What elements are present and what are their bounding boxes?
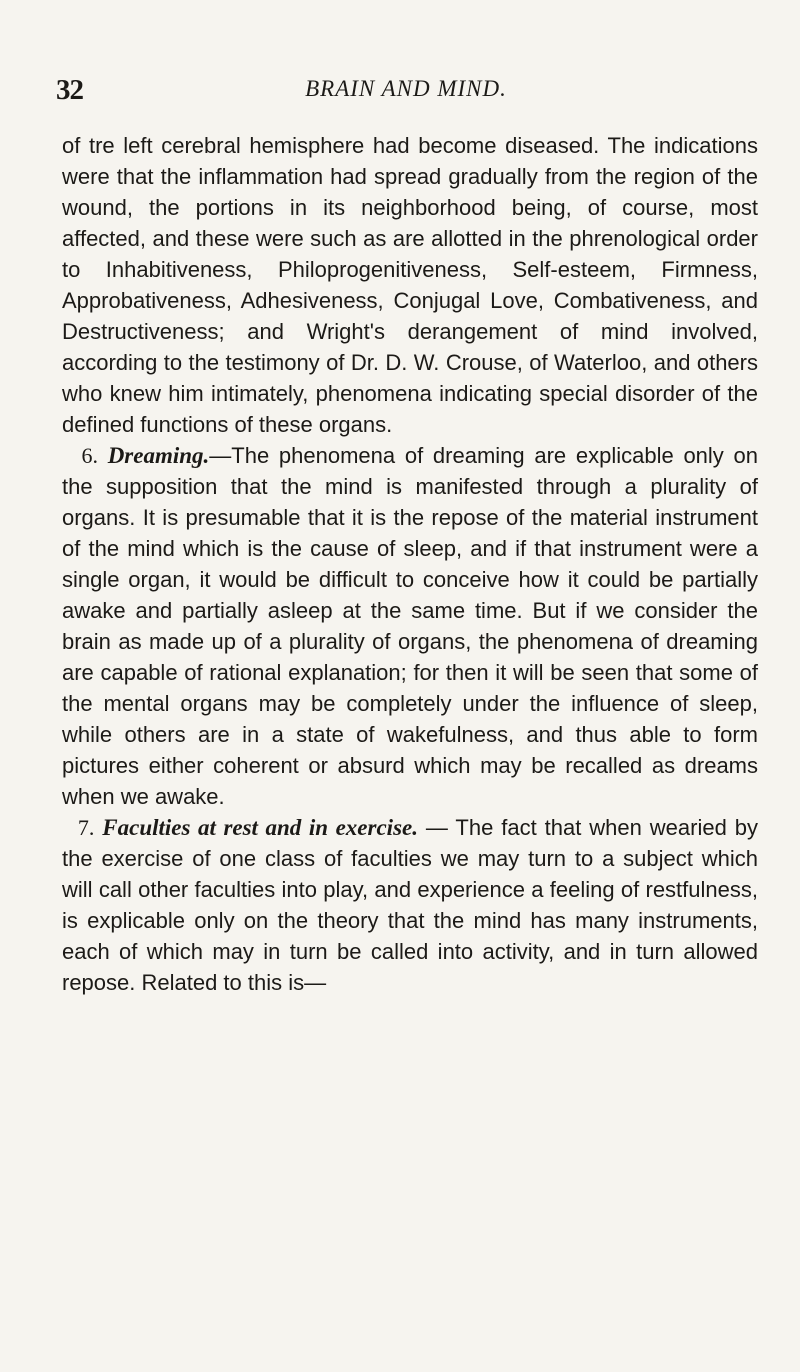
paragraph-text: of tre left cerebral hemisphere had become diseased. The indications were that the inflammation had spread gradually from the region of the wound, the portions in its neighborhood being, of course, most affected, and these were such as are allotted in the phrenological order to Inhabitiveness, Philoprogenitiveness, Self-esteem, Firmness, Approbativeness, Adhesiveness, Conjugal Love, Combativeness, and Destructiveness; and Wright's derangement of mind involved, according to the testimony of Dr. D. W. Crouse, of Waterloo, and others who knew him intimately, phenomena indicating special disorder of the defined functions of these organs. — [62, 133, 758, 437]
paragraph-dreaming — [62, 440, 758, 812]
paragraph-text: —The phenomena of dreaming are explicable only on the supposition that the mind is manifested through a plurality of organs. It is presumable that it is the repose of the material instrument of the mind which is the cause of sleep, and if that instrument were a single organ, it would be difficult to conceive how it could be partially awake and partially asleep at the same time. But if we consider the brain as made up of a plurality of organs, the phenomena of dreaming are capable of rational explanation; for then it will be seen that some of the mental organs may be completely under the influence of sleep, while others are in a state of wakefulness, and thus able to form pictures either coherent or absurd which may be recalled as dreams when we awake. — [62, 443, 758, 809]
page-number: 32 — [56, 74, 83, 106]
paragraph-text: — The fact that when wearied by the exercise of one class of faculties we may turn to a subject which will call other faculties into play, and experience a feeling of restfulness, is explicable only on the theory that the mind has many instruments, each of which may in turn be called into activity, and in turn allowed repose. Related to this is— — [62, 815, 758, 995]
page-body — [62, 130, 758, 998]
page-header — [56, 74, 756, 114]
section-heading: Faculties at rest and in exercise. — [102, 815, 418, 840]
paragraph-faculties — [62, 812, 758, 998]
paragraph-continued — [62, 130, 758, 440]
section-number: 6. — [81, 443, 98, 468]
section-heading: Dreaming. — [107, 443, 210, 468]
section-number: 7. — [77, 815, 95, 840]
running-head: BRAIN AND MIND. — [305, 76, 507, 101]
